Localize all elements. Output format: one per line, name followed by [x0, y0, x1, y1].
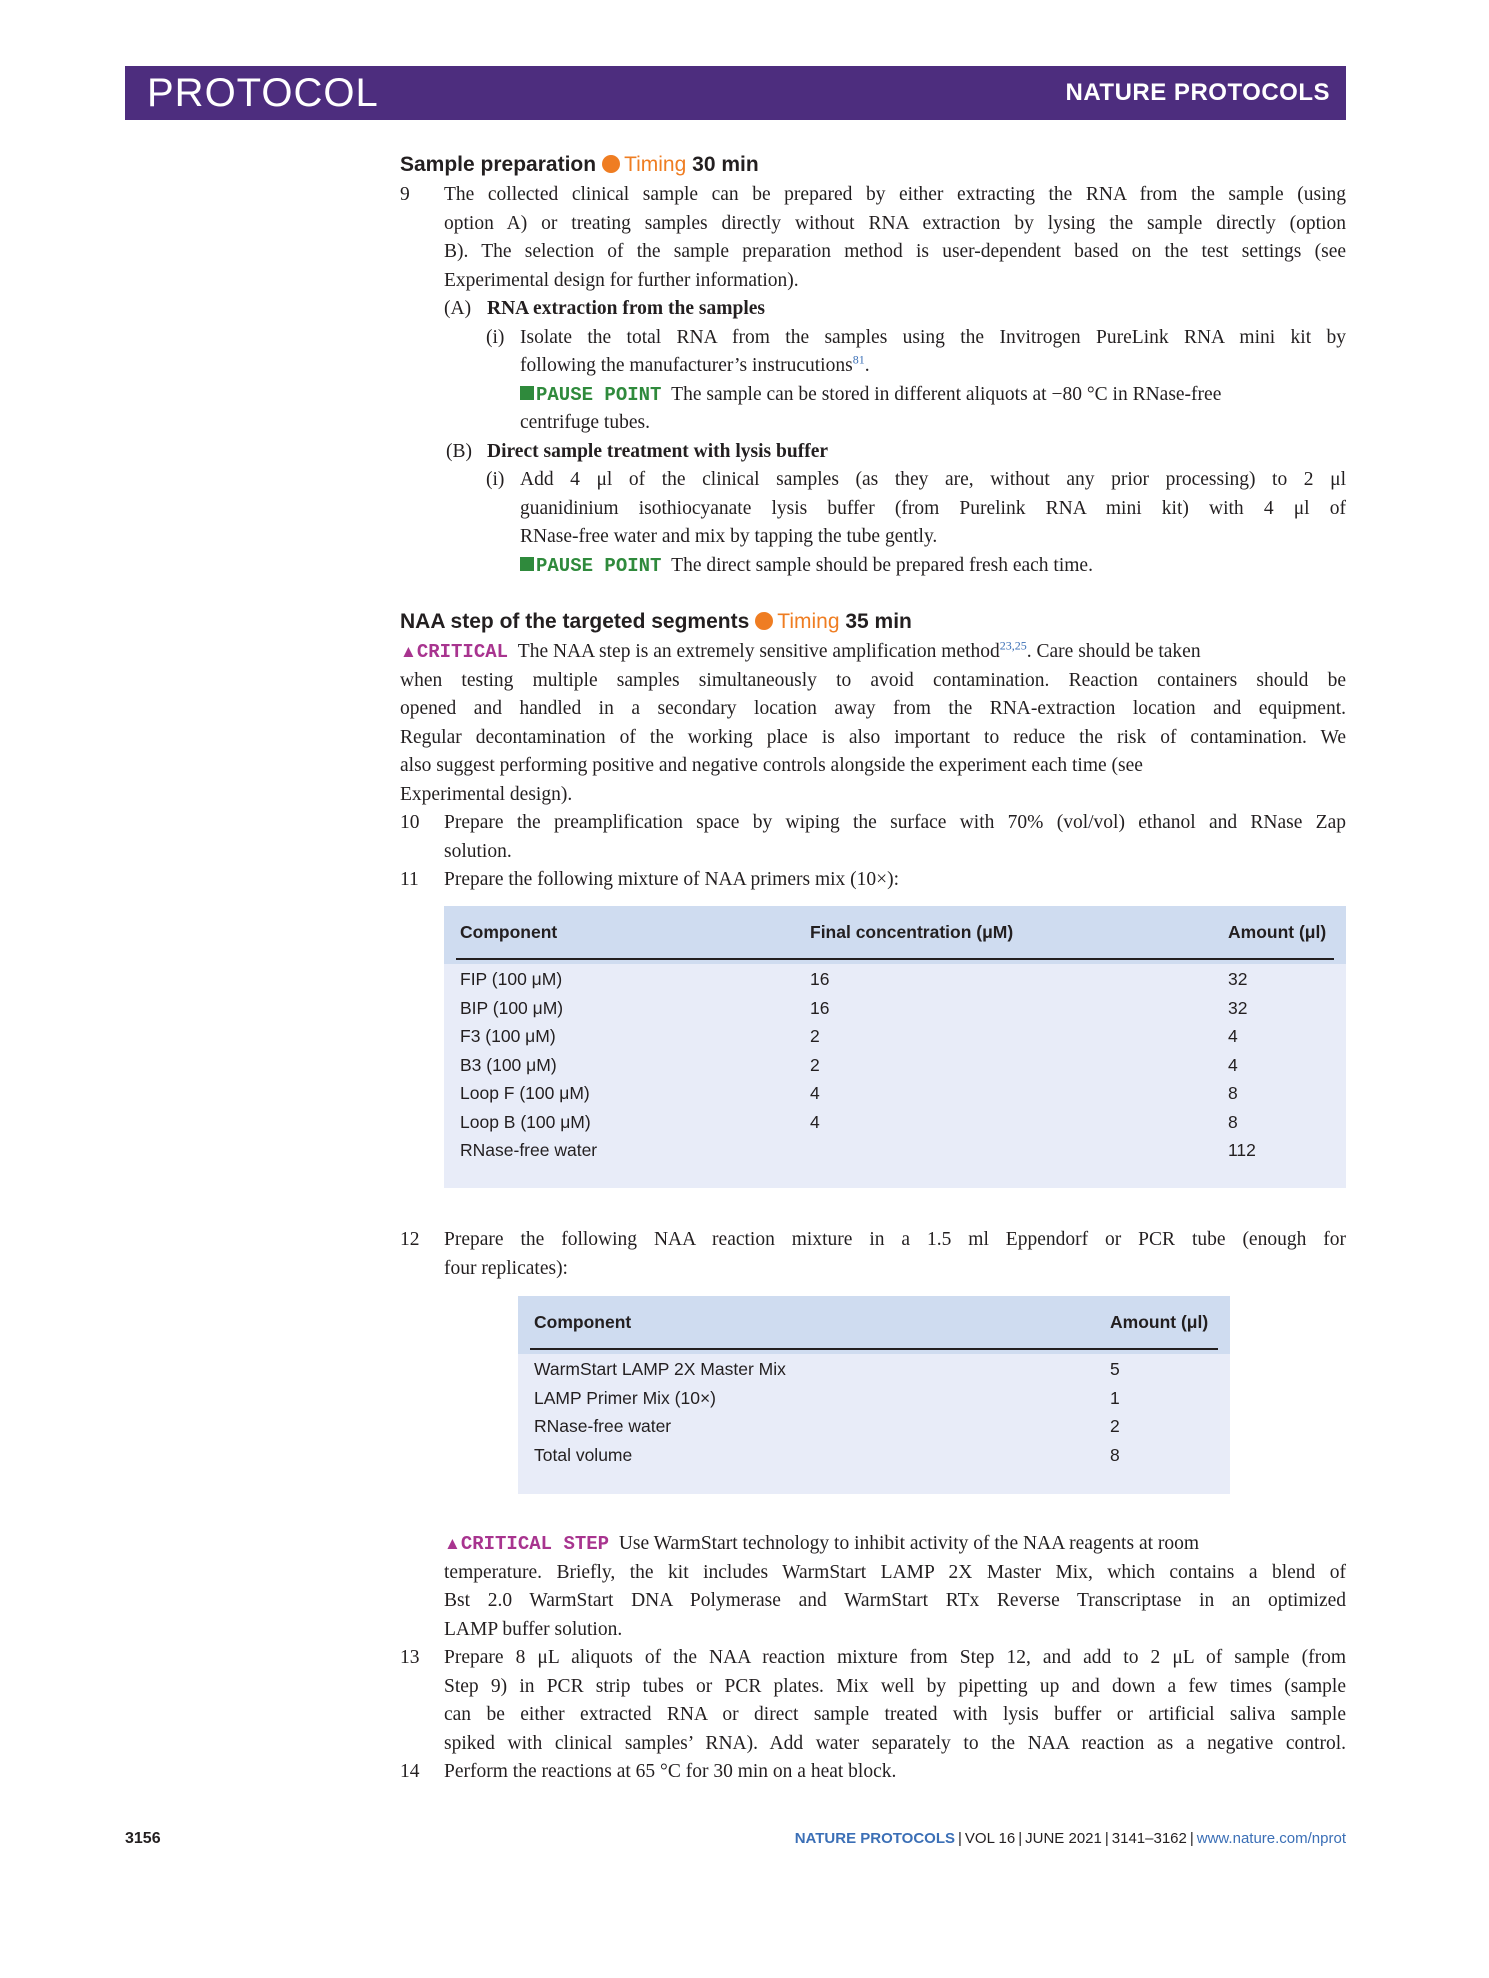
step11-text: Prepare the following mixture of NAA primers mix (10×):	[444, 869, 900, 890]
column-header: Amount (μl)	[1110, 1312, 1209, 1332]
option-a-sub-label: (i)	[486, 326, 505, 348]
critical-note-line: when testing multiple samples simultaneously to avoid contamination. Reaction containers should be	[400, 669, 1346, 691]
step12-line: Prepare the following NAA reaction mixture in a 1.5 ml Eppendorf or PCR tube (enough for	[444, 1229, 1346, 1250]
step10-line: solution.	[444, 840, 512, 862]
footer-citation: NATURE PROTOCOLS | VOL 16 | JUNE 2021 | 3141–3162 | www.nature.com/nprot	[794, 1830, 1346, 1847]
step9-line: B). The selection of the sample preparation method is user-dependent based on the test settings (see	[444, 241, 1346, 262]
step13-line: spiked with clinical samples’ RNA). Add water separately to the NAA reaction as a negative control.	[444, 1732, 1346, 1754]
step-number: 13	[400, 1647, 420, 1668]
step12-line: four replicates):	[444, 1257, 568, 1279]
step13-line: can be either extracted RNA or direct sample treated with lysis buffer or artificial saliva sample	[444, 1704, 1346, 1725]
footer-pages: 3141–3162	[1111, 1830, 1187, 1847]
sample-prep-heading: Sample preparation Timing 30 min	[400, 153, 759, 176]
pause-point-a: PAUSE POINT The sample can be stored in different aliquots at −80 °C in RNase-free	[520, 381, 1346, 410]
critical-note-line: Regular decontamination of the working place is also important to reduce the risk of contamination. We	[400, 726, 1346, 748]
table-header	[444, 906, 1346, 964]
step13-line: Prepare 8 μL aliquots of the NAA reaction mixture from Step 12, and add to 2 μL of sample (from	[444, 1647, 1346, 1668]
header-band	[125, 66, 1346, 120]
option-b-sub-line: guanidinium isothiocyanate lysis buffer (from Purelink RNA mini kit) with 4 μl of	[520, 497, 1346, 519]
critical-step-line: ▲CRITICAL STEP Use WarmStart technology to inhibit activity of the NAA reagents at room	[444, 1533, 1200, 1555]
footer-date: JUNE 2021	[1025, 1830, 1102, 1847]
pause-point-a-line: centrifuge tubes.	[520, 412, 650, 433]
step9-line: The collected clinical sample can be prepared by either extracting the RNA from the sample (using	[444, 184, 1346, 205]
table-row: RNase-free water 2	[534, 1416, 1120, 1436]
option-a-label: (A)	[444, 298, 472, 319]
option-a-sub-line: Isolate the total RNA from the samples using the Invitrogen PureLink RNA mini kit by	[520, 326, 1346, 348]
step13-line: Step 9) in PCR strip tubes or PCR plates. Mix well by pipetting up and down a few times (sample	[444, 1675, 1346, 1697]
pause-square-icon	[520, 557, 534, 571]
critical-note-line: also suggest performing positive and negative controls alongside the experiment each time (see	[400, 755, 1143, 776]
reference-superscript[interactable]: 81	[852, 352, 865, 367]
step9-line: Experimental design for further information).	[444, 269, 799, 291]
section-label: PROTOCOL	[147, 71, 379, 115]
footer-journal: NATURE PROTOCOLS	[794, 1830, 956, 1847]
step-number: 12	[400, 1229, 420, 1250]
option-b-sub-label: (i)	[486, 469, 505, 490]
column-header: Amount (μl)	[1228, 922, 1327, 942]
footer-volume: VOL 16	[964, 1830, 1016, 1847]
step14-text: Perform the reactions at 65 °C for 30 min on a heat block.	[444, 1761, 897, 1782]
pause-square-icon	[520, 386, 534, 400]
critical-step-line: LAMP buffer solution.	[444, 1618, 623, 1640]
table-row: F3 (100 μM) 2 4	[460, 1026, 1238, 1046]
option-a-sub-line: following the manufacturer’s instrucutions$^{81}$.	[520, 352, 870, 376]
table-row: BIP (100 μM) 16 32	[460, 997, 1248, 1018]
table-row: Loop B (100 μM) 4 8	[460, 1111, 1238, 1132]
table-row: RNase-free water 112	[460, 1140, 1256, 1160]
step10-line: Prepare the preamplification space by wiping the surface with 70% (vol/vol) ethanol and RNase Zap	[444, 812, 1346, 833]
table-row: Total volume 8	[534, 1444, 1120, 1465]
critical-step-line: temperature. Briefly, the kit includes WarmStart LAMP 2X Master Mix, which contains a blend of	[444, 1561, 1346, 1583]
table-row: FIP (100 μM) 16 32	[460, 969, 1248, 989]
column-header: Component	[460, 922, 558, 942]
footer-url-link[interactable]: www.nature.com/nprot	[1196, 1830, 1346, 1847]
journal-title: NATURE PROTOCOLS	[1065, 79, 1330, 106]
table-row: Loop F (100 μM) 4 8	[460, 1083, 1238, 1103]
table-header	[518, 1296, 1230, 1354]
reaction-mixture-table	[518, 1296, 1230, 1494]
critical-triangle-icon: ▲	[444, 1534, 461, 1553]
pause-point-b: PAUSE POINT The direct sample should be prepared fresh each time.	[520, 552, 1093, 581]
option-b-sub-line: Add 4 μl of the clinical samples (as they are, without any prior processing) to 2 μl	[520, 469, 1346, 490]
table-rule	[530, 1348, 1218, 1350]
column-header: Component	[534, 1312, 632, 1332]
option-b-label: (B)	[446, 440, 472, 462]
timing-dot-icon	[602, 155, 620, 173]
critical-triangle-icon: ▲	[400, 642, 417, 661]
reference-superscript[interactable]: 23,25	[999, 638, 1027, 653]
step-number: 11	[400, 869, 419, 890]
critical-note-line: ▲CRITICAL The NAA step is an extremely sensitive amplification method$^{23,25}$. Care should be taken	[400, 638, 1201, 663]
critical-note-line: Experimental design).	[400, 783, 573, 805]
step-number: 9	[400, 184, 410, 205]
table-row: LAMP Primer Mix (10×) 1	[534, 1387, 1120, 1408]
table-rule	[456, 958, 1334, 960]
page-number: 3156	[125, 1830, 161, 1847]
critical-step-line: Bst 2.0 WarmStart DNA Polymerase and WarmStart RTx Reverse Transcriptase in an optimized	[444, 1590, 1346, 1611]
option-b-sub-line: RNase-free water and mix by tapping the tube gently.	[520, 526, 938, 547]
table-row: B3 (100 μM) 2 4	[460, 1054, 1238, 1075]
timing-dot-icon	[755, 612, 773, 630]
primers-mix-table	[444, 906, 1346, 1188]
table-row: WarmStart LAMP 2X Master Mix 5	[534, 1359, 1120, 1379]
option-b-title: Direct sample treatment with lysis buffer	[487, 440, 829, 462]
step-number: 14	[400, 1761, 420, 1782]
column-header: Final concentration (μM)	[810, 922, 1014, 942]
step9-line: option A) or treating samples directly without RNA extraction by lysing the sample directly (option	[444, 212, 1346, 234]
critical-note-line: opened and handled in a secondary location away from the RNA-extraction location and equipment.	[400, 698, 1346, 719]
step-number: 10	[400, 812, 420, 833]
option-a-title: RNA extraction from the samples	[487, 298, 766, 319]
naa-heading: NAA step of the targeted segments Timing 35 min	[400, 610, 912, 633]
